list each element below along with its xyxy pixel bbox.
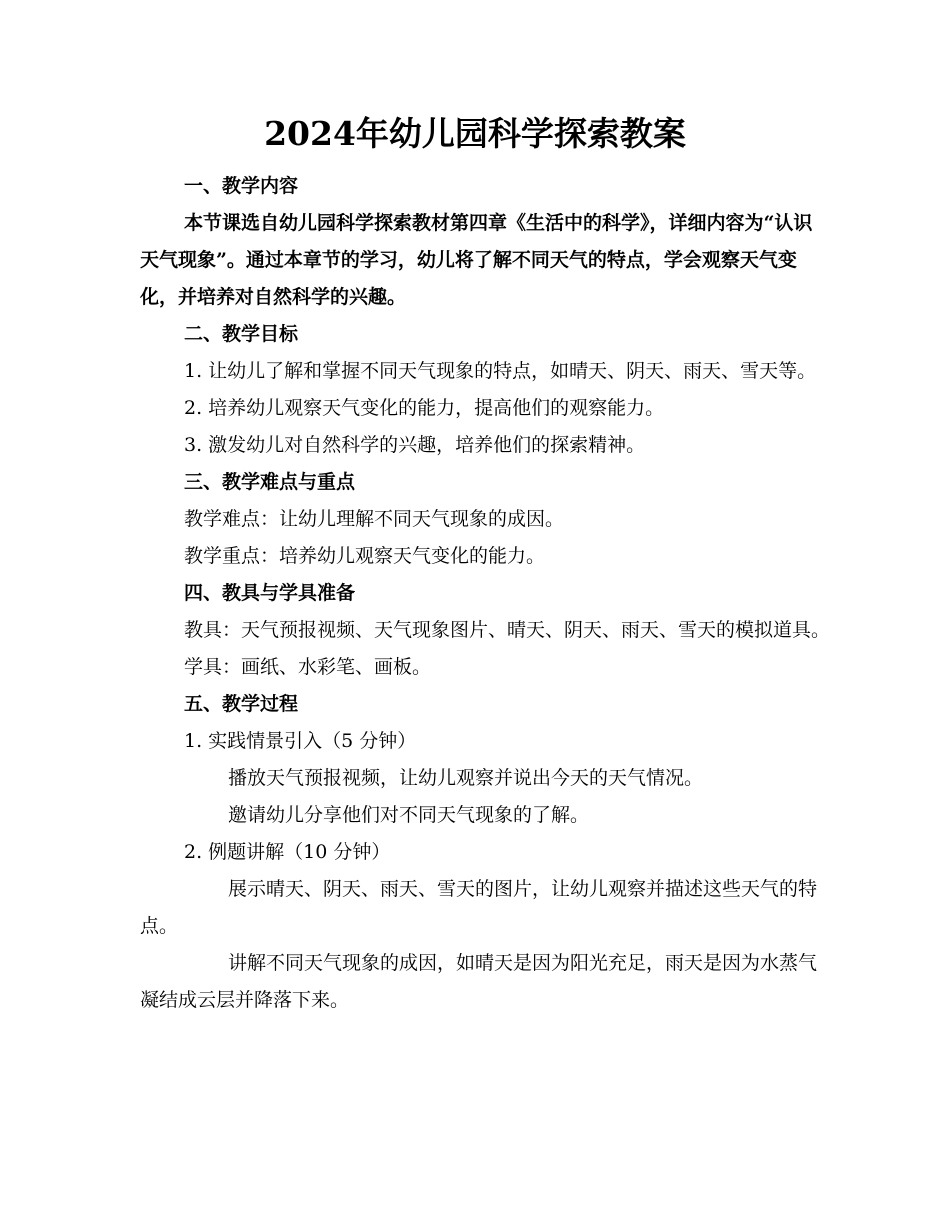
goal-item-1: 1. 让幼儿了解和掌握不同天气现象的特点，如晴天、阴天、雨天、雪天等。	[184, 360, 817, 382]
section-heading-process: 五、教学过程	[184, 693, 299, 715]
step-2-item-1: 展示晴天、阴天、雨天、雪天的图片，让幼儿观察并描述这些天气的特点。	[140, 878, 818, 937]
step-2-item-2: 讲解不同天气现象的成因，如晴天是因为阳光充足，雨天是因为水蒸气凝结成云层并降落下来。	[140, 952, 818, 1011]
section-heading-goals: 二、教学目标	[184, 323, 299, 345]
goal-item-3: 3. 激发幼儿对自然科学的兴趣，培养他们的探索精神。	[184, 434, 646, 456]
teaching-tools-item: 教具：天气预报视频、天气现象图片、晴天、阴天、雨天、雪天的模拟道具。	[184, 619, 831, 641]
key-point-item: 教学重点：培养幼儿观察天气变化的能力。	[184, 545, 546, 567]
document-body	[140, 168, 830, 1019]
document-title: 2024年幼儿园科学探索教案	[264, 114, 686, 153]
section-heading-materials: 四、教具与学具准备	[184, 582, 356, 604]
difficulty-item: 教学难点：让幼儿理解不同天气现象的成因。	[184, 508, 565, 530]
section-heading-difficulties: 三、教学难点与重点	[184, 471, 356, 493]
step-1-item-1: 播放天气预报视频，让幼儿观察并说出今天的天气情况。	[228, 767, 704, 789]
learning-tools-item: 学具：画纸、水彩笔、画板。	[184, 656, 432, 678]
section-heading-content: 一、教学内容	[184, 175, 299, 197]
process-step-2: 2. 例题讲解（10 分钟）	[184, 841, 391, 863]
content-paragraph: 本节课选自幼儿园科学探索教材第四章《生活中的科学》，详细内容为“认识天气现象”。通过本章节的学习，幼儿将了解不同天气的特点，学会观察天气变化，并培养对自然科学的兴趣。	[140, 212, 813, 308]
process-step-1: 1. 实践情景引入（5 分钟）	[184, 730, 417, 752]
goal-item-2: 2. 培养幼儿观察天气变化的能力，提高他们的观察能力。	[184, 397, 665, 419]
step-1-item-2: 邀请幼儿分享他们对不同天气现象的了解。	[228, 804, 590, 826]
